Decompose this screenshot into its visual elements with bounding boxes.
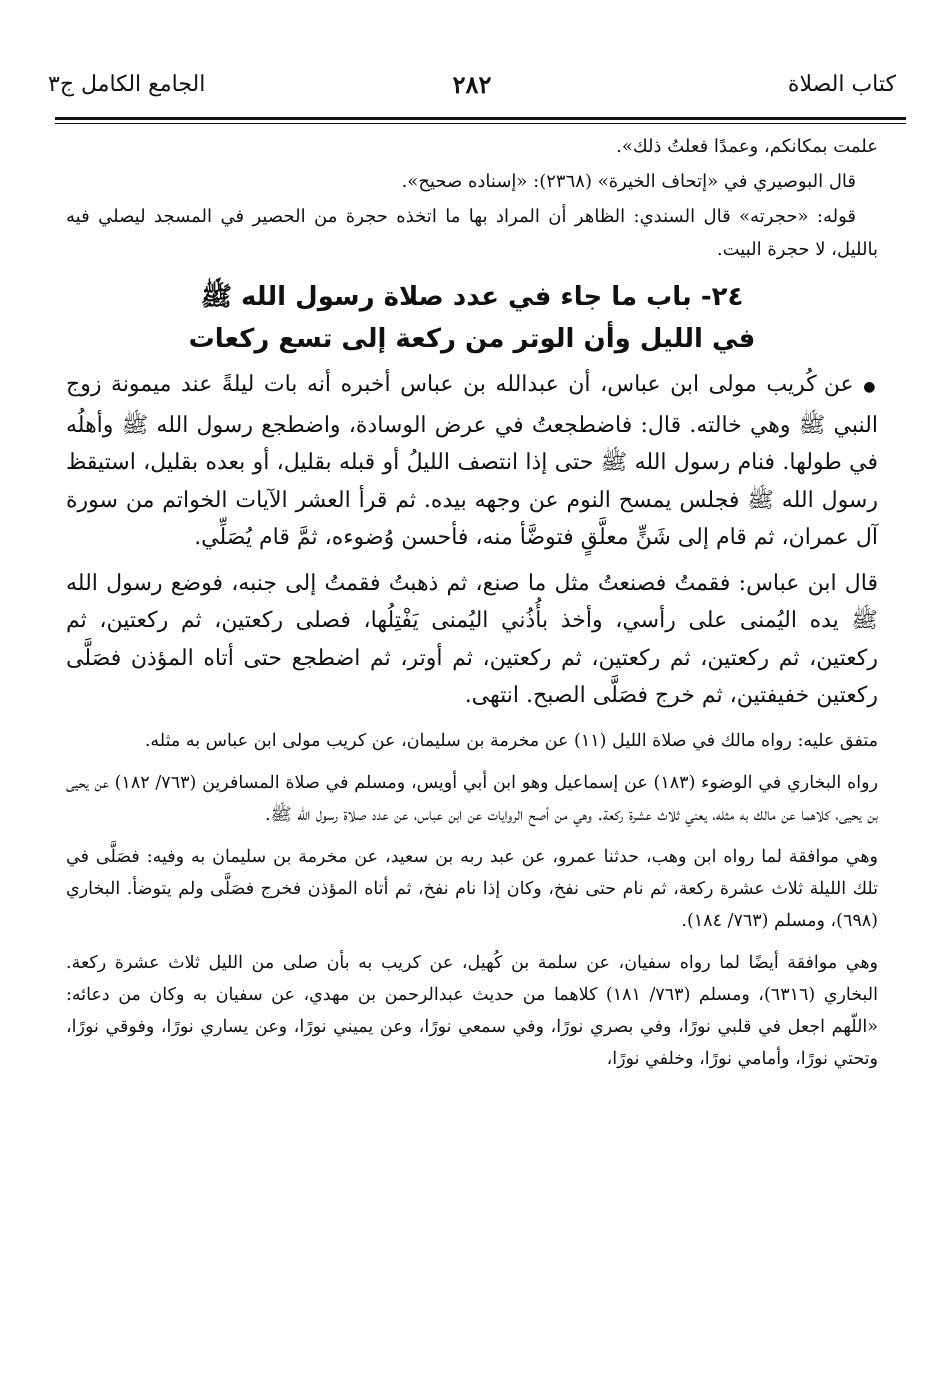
- page-number: ٢٨٢: [452, 70, 492, 99]
- header-rule-thick: [55, 117, 906, 120]
- chapter-title-line1: ٢٤- باب ما جاء في عدد صلاة رسول الله ﷺ: [200, 282, 744, 312]
- bullet-icon: ●: [863, 379, 878, 395]
- hadith-text-1: عن كُريب مولى ابن عباس، أن عبدالله بن عباس أخبره أنه بات ليلةً عند ميمونة زوج النبي ﷺ وهي خالته. قال: فاضطجعتُ في عرض الوسادة، واضطجع رسول الله ﷺ وأهلُه في طولها. فنام رسول الله ﷺ حتى إذا انتصف الليلُ أو قبله بقليل، أو بعده بقليل، استيقظ رسول الله ﷺ فجلس يمسح النوم عن وجهه بيده. ثم قرأ العشر الآيات الخواتم من سورة آل عمران، ثم قام إلى شَنٍّ معلَّقٍ فتوضَّأ منه، فأحسن وُضوءه، ثمَّ قام يُصَلِّي.: [66, 372, 878, 550]
- hadith-paragraph-1: [66, 366, 878, 557]
- page-header: [40, 62, 904, 114]
- note-sindi: قوله: «حجرته» قال السندي: الظاهر أن المراد بها ما اتخذه حجرة من الحصير في المسجد ليصلي فيه بالليل، لا حجرة البيت.: [66, 206, 878, 260]
- note-continuation: علمت بمكانكم، وعمدًا فعلتُ ذلك».: [616, 136, 878, 157]
- hadith-paragraph-2: قال ابن عباس: فقمتُ فصنعتُ مثل ما صنع، ثم ذهبتُ فقمتُ إلى جنبه، فوضع رسول الله ﷺ يده اليُمنى على رأسي، وأخذ بأُذُني اليُمنى يَفْتِلُها، فصلى ركعتين، ثم ركعتين، ثم ركعتين، ثم ركعتين، ثم ركعتين، ثم ركعتين، ثم أوتر، ثم اضطجع حتى أتاه المؤذن فصَلَّى ركعتين خفيفتين، ثم خرج فصَلَّى الصبح. انتهى.: [66, 570, 878, 708]
- book-title: كتاب الصلاة: [787, 72, 896, 97]
- takhrij-muttafaq: متفق عليه: رواه مالك في صلاة الليل (١١) عن مخرمة بن سليمان، عن كريب مولى ابن عباس به مثله.: [144, 730, 878, 751]
- chapter-title: [66, 276, 878, 360]
- takhrij-bukhari-muslim: رواه البخاري في الوضوء (١٨٣) عن إسماعيل وهو ابن أبي أويس، ومسلم في صلاة المسافرين (٧٦٣/ ١٨٢) عن يحيى بن يحيى، كلاهما عن مالك به مثله، يعني ثلاث عشرة ركعة. وهي من أصح الروايات عن ابن عباس، عن عدد صلاة رسول الله ﷺ.: [66, 772, 878, 825]
- takhrij-ibn-wahb: وهي موافقة لما رواه ابن وهب، حدثنا عمرو، عن عبد ربه بن سعيد، عن مخرمة بن سليمان به وفيه: فصَلَّى في تلك الليلة ثلاث عشرة ركعة، ثم نام حتى نفخ، وكان إذا نام نفخ، ثم أتاه المؤذن فخرج فصَلَّى ولم يتوضأ. البخاري (٦٩٨)، ومسلم (٧٦٣/ ١٨٤).: [66, 846, 878, 931]
- chapter-title-line2: في الليل وأن الوتر من ركعة إلى تسع ركعات: [188, 324, 756, 354]
- header-rule-thin: [55, 123, 906, 124]
- volume-label: الجامع الكامل ج٣: [48, 72, 206, 97]
- page-body: [66, 130, 878, 1075]
- note-busiri: قال البوصيري في «إتحاف الخيرة» (٢٣٦٨): «إسناده صحيح».: [401, 171, 856, 192]
- takhrij-sufyan: وهي موافقة أيضًا لما رواه سفيان، عن سلمة بن كُهيل، عن كريب به بأن صلى من الليل ثلاث عشرة ركعة. البخاري (٦٣١٦)، ومسلم (٧٦٣/ ١٨١) كلاهما من حديث عبدالرحمن بن مهدي، عن سفيان به وكان من دعائه: «اللّهم اجعل في قلبي نورًا، وفي بصري نورًا، وفي سمعي نورًا، وعن يميني نورًا، وعن يساري نورًا، وفوقي نورًا، وتحتي نورًا، وأمامي نورًا، وخلفي نورًا،: [66, 952, 878, 1069]
